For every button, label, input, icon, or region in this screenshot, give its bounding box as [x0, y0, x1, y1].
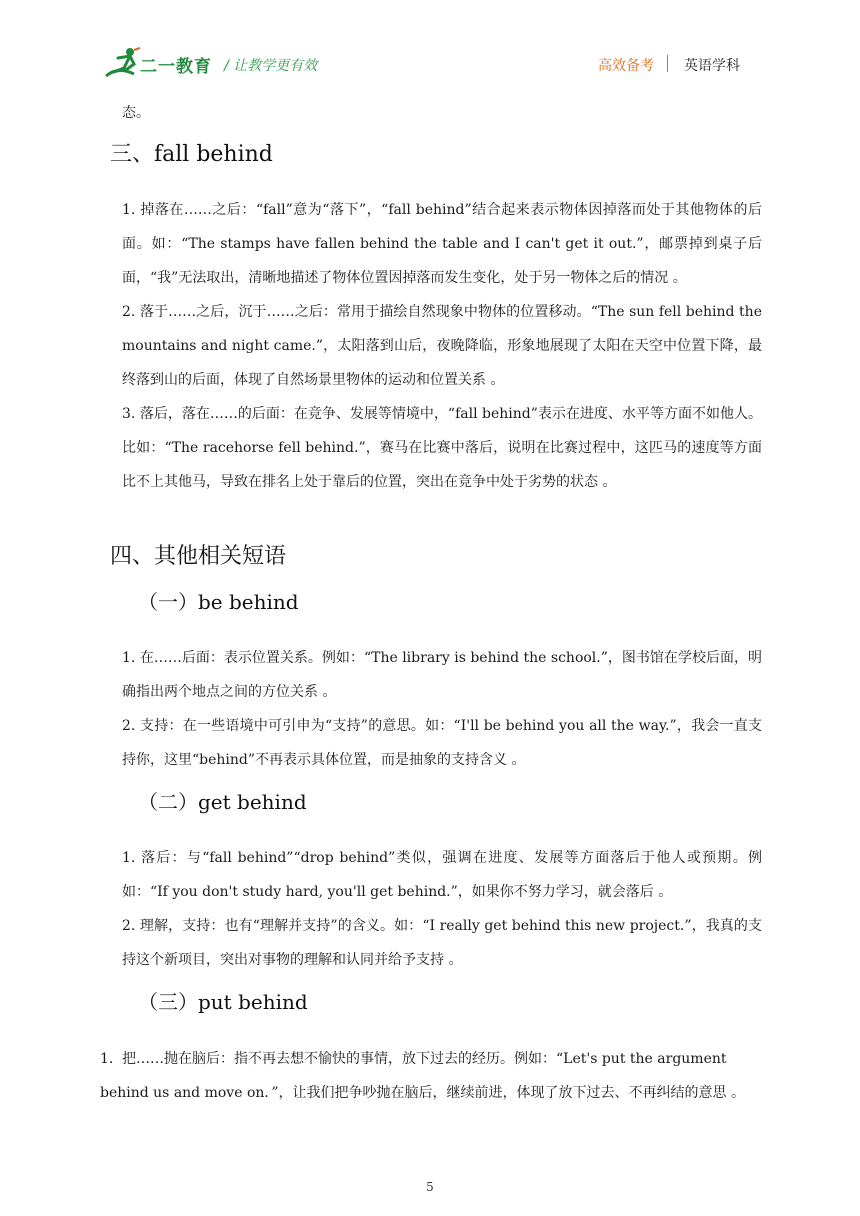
header-tag-exam: 高效备考 [598, 58, 654, 74]
logo-text: 二一教育 [140, 57, 212, 77]
list-item-text: 把……抛在脑后：指不再去想不愉快的事情，放下过去的经历。例如：“Let's put the argument behind us and move on．”，让我们把争吵抛在脑后，继续前进，体现了放下过去、不再纠结的意思 。 [100, 1051, 745, 1101]
page-number: 5 [426, 1180, 434, 1194]
section-4-title: 四、其他相关短语 [110, 544, 287, 569]
header-tag-subject: 英语学科 [684, 58, 740, 74]
subsection-2-paragraph-1: 1. 落后：与“fall behind”“drop behind”类似，强调在进度、发展等方面落后于他人或预期。例如：“If you don't study hard, you'll get behind.”，如果你不努力学习，就会落后 。 [122, 850, 762, 900]
header-divider [667, 55, 668, 72]
subsection-1-paragraph-1: 1. 在……后面：表示位置关系。例如：“The library is behind the school.”，图书馆在学校后面，明确指出两个地点之间的方位关系 。 [122, 650, 762, 700]
subsection-3-list-item [100, 1042, 762, 1110]
section-3-paragraph-2: 2. 落于……之后，沉于……之后：常用于描绘自然现象中物体的位置移动。“The sun fell behind the mountains and night came.”，太阳落到山后，夜晚降临，形象地展现了太阳在天空中位置下降，最终落到山的后面，体现了自然场景里物体的运动和位置关系 。 [122, 304, 762, 388]
list-item-number: 1． [100, 1051, 123, 1067]
slogan: / 让教学更有效 [224, 58, 318, 74]
page-header [0, 0, 860, 90]
section-3-title: 三、fall behind [110, 142, 273, 167]
subsection-1-paragraph-2: 2. 支持：在一些语境中可引申为“支持”的意思。如：“I'll be behind you all the way.”，我会一直支持你，这里“behind”不再表示具体位置，而是抽象的支持含义 。 [122, 718, 762, 768]
section-3-paragraph-1: 1. 掉落在……之后：“fall”意为“落下”，“fall behind”结合起来表示物体因掉落而处于其他物体的后面。如：“The stamps have fallen behind the table and I can't get it out.”，邮票掉到桌子后面，“我”无法取出，清晰地描述了物体位置因掉落而发生变化，处于另一物体之后的情况 。 [122, 202, 762, 286]
continued-text: 态。 [122, 105, 150, 121]
subsection-2-paragraph-2: 2. 理解，支持：也有“理解并支持”的含义。如：“I really get behind this new project.”，我真的支持这个新项目，突出对事物的理解和认同并给予支持 。 [122, 918, 762, 968]
section-3-paragraph-3: 3. 落后，落在……的后面：在竞争、发展等情境中，“fall behind”表示在进度、水平等方面不如他人。比如：“The racehorse fell behind.”，赛马在比赛中落后，说明在比赛过程中，这匹马的速度等方面比不上其他马，导致在排名上处于靠后的位置，突出在竞争中处于劣势的状态 。 [122, 406, 762, 490]
subsection-3-title: （三）put behind [138, 990, 308, 1014]
subsection-1-title: （一）be behind [138, 590, 299, 614]
subsection-2-title: （二）get behind [138, 790, 307, 814]
